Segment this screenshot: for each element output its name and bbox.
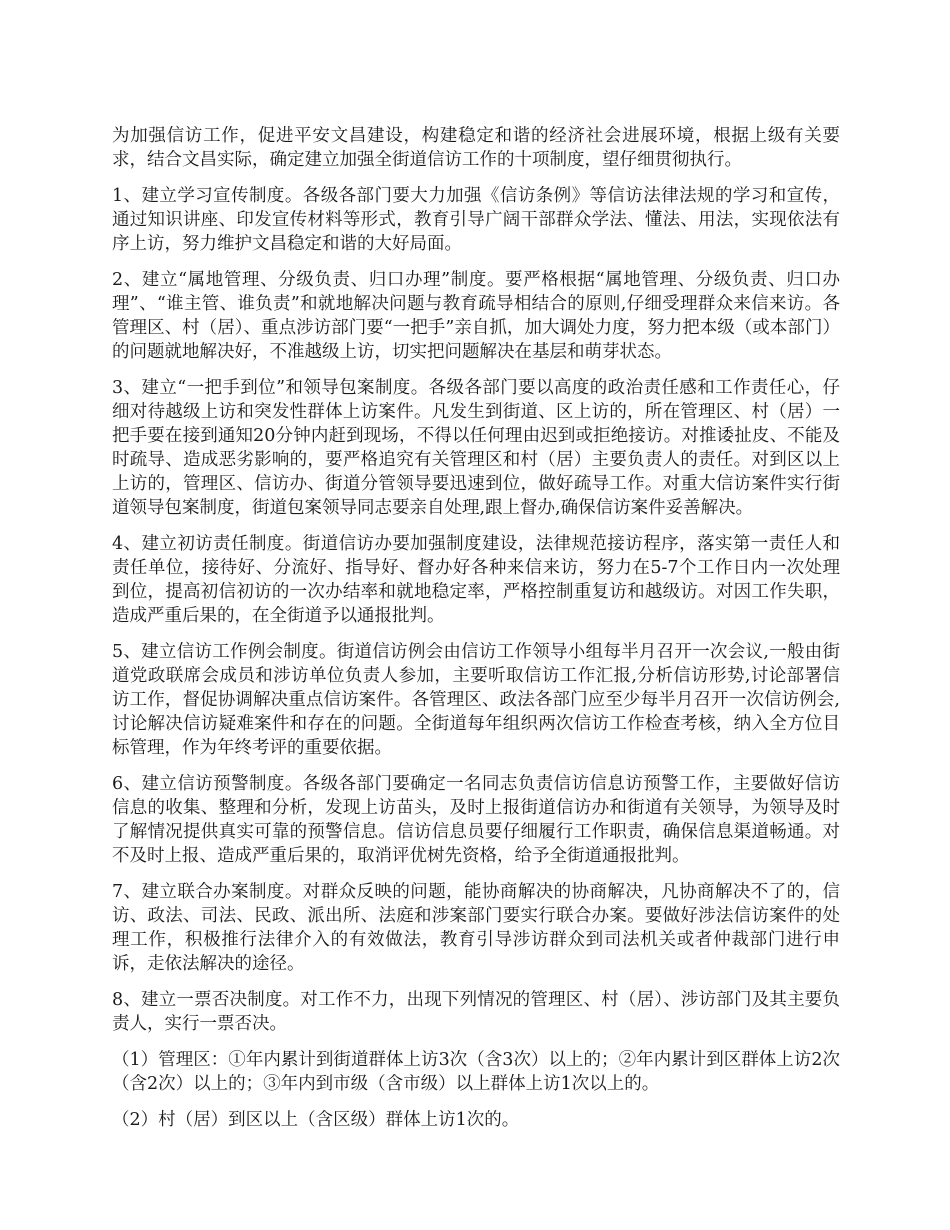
paragraph-2-territorial-management: 2、建立“属地管理、分级负责、归口办理”制度。要严格根据“属地管理、分级负责、归口办理”、“谁主管、谁负责”和就地解决问题与教育疏导相结合的原则,仔细受理群众来信来访。各管理区、村（居）、重点涉访部门要“一把手”亲自抓，加大调处力度，努力把本级（或本部门）的问题就地解决好，不准越级上访，切实把问题解决在基层和萌芽状态。 xyxy=(112,270,840,362)
paragraph-4-first-visit-responsibility: 4、建立初访责任制度。街道信访办要加强制度建设，法律规范接访程序，落实第一责任人和责任单位，接待好、分流好、指导好、督办好各种来信来访，努力在5-7个工作日内一次处理到位，提高初信初访的一次办结率和就地稳定率，严格控制重复访和越级访。对因工作失职，造成严重后果的，在全街道予以通报批判。 xyxy=(112,534,840,626)
paragraph-1-publicity-system: 1、建立学习宣传制度。各级各部门要大力加强《信访条例》等信访法律法规的学习和宣传，通过知识讲座、印发宣传材料等形式，教育引导广阔干部群众学法、懂法、用法，实现依法有序上访，努力维护文昌稳定和谐的大好局面。 xyxy=(112,186,840,254)
paragraph-3-leader-responsibility: 3、建立“一把手到位”和领导包案制度。各级各部门要以高度的政治责任感和工作责任心，仔细对待越级上访和突发性群体上访案件。凡发生到街道、区上访的，所在管理区、村（居）一把手要在接到通知20分钟内赶到现场，不得以任何理由迟到或拒绝接访。对推诿扯皮、不能及时疏导、造成恶劣影响的，要严格追究有关管理区和村（居）主要负责人的责任。对到区以上上访的，管理区、信访办、街道分管领导要迅速到位，做好疏导工作。对重大信访案件实行街道领导包案制度，街道包案领导同志要亲自处理,跟上督办,确保信访案件妥善解决。 xyxy=(112,378,840,518)
sub-item-2-village: （2）村（居）到区以上（含区级）群体上访1次的。 xyxy=(112,1110,520,1130)
paragraph-6-early-warning: 6、建立信访预警制度。各级各部门要确定一名同志负责信访信息访预警工作，主要做好信访信息的收集、整理和分析，发现上访苗头，及时上报街道信访办和街道有关领导，为领导及时了解情况提供真实可靠的预警信息。信访信息员要仔细履行工作职责，确保信息渠道畅通。对不及时上报、造成严重后果的，取消评优树先资格，给予全街道通报批判。 xyxy=(112,774,840,866)
intro-paragraph: 为加强信访工作，促进平安文昌建设，构建稳定和谐的经济社会进展环境，根据上级有关要求，结合文昌实际，确定建立加强全街道信访工作的十项制度，望仔细贯彻执行。 xyxy=(112,126,840,170)
sub-item-1-management-area: （1）管理区：①年内累计到街道群体上访3次（含3次）以上的；②年内累计到区群体上访2次（含2次）以上的；③年内到市级（含市级）以上群体上访1次以上的。 xyxy=(112,1050,840,1094)
document-body xyxy=(112,124,840,1144)
paragraph-7-joint-handling: 7、建立联合办案制度。对群众反映的问题，能协商解决的协商解决，凡协商解决不了的，信访、政法、司法、民政、派出所、法庭和涉案部门要实行联合办案。要做好涉法信访案件的处理工作，积极推行法律介入的有效做法，教育引导涉访群众到司法机关或者仲裁部门进行申诉，走依法解决的途径。 xyxy=(112,882,840,974)
paragraph-8-one-vote-veto: 8、建立一票否决制度。对工作不力，出现下列情况的管理区、村（居）、涉访部门及其主要负责人，实行一票否决。 xyxy=(112,990,840,1034)
paragraph-5-regular-meetings: 5、建立信访工作例会制度。街道信访例会由信访工作领导小组每半月召开一次会议,一般由街道党政联席会成员和涉访单位负责人参加，主要听取信访工作汇报,分析信访形势,讨论部署信访工作，督促协调解决重点信访案件。各管理区、政法各部门应至少每半月召开一次信访例会,讨论解决信访疑难案件和存在的问题。全街道每年组织两次信访工作检查考核，纳入全方位目标管理，作为年终考评的重要依据。 xyxy=(112,642,840,758)
